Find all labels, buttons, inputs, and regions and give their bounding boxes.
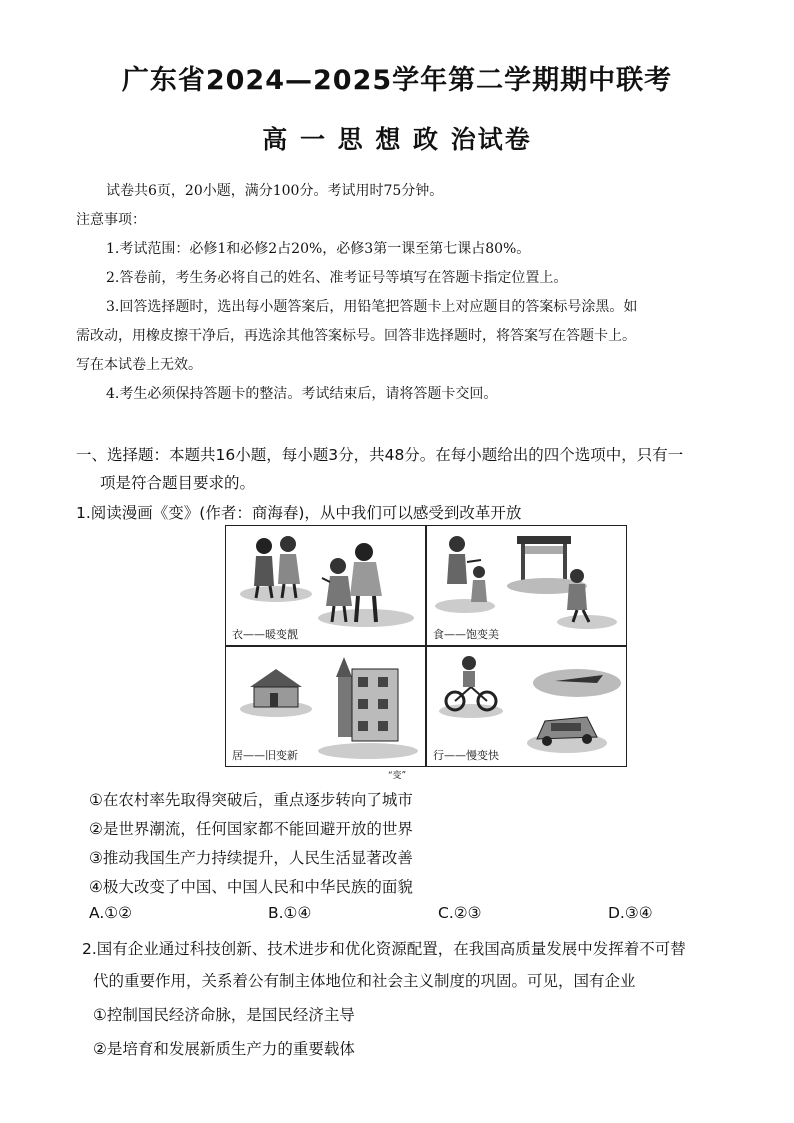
comic-caption-clothing: 衣——暖变靓: [232, 628, 298, 641]
question-2-stem-line-2: 代的重要作用，关系着公有制主体地位和社会主义制度的巩固。可见，国有企业: [93, 972, 636, 990]
notice-heading: 注意事项：: [76, 212, 146, 228]
comic-panel-clothing: [226, 526, 425, 645]
exam-title: 广东省2024—2025学年第二学期期中联考: [121, 65, 673, 96]
q1-option-c: C.②③: [438, 904, 482, 922]
q1-statement-2: ②是世界潮流，任何国家都不能回避开放的世界: [89, 820, 413, 838]
exam-subtitle: 高 一 思 想 政 治试卷: [262, 125, 532, 154]
comic-panel-food: [427, 526, 626, 645]
comic-title: “变”: [387, 771, 407, 781]
q1-statement-3: ③推动我国生产力持续提升，人民生活显著改善: [89, 849, 413, 867]
notice-item-1: 1.考试范围：必修1和必修2占20%，必修3第一课至第七课占80%。: [106, 241, 531, 257]
notice-item-3-line-2: 需改动，用橡皮擦干净后，再选涂其他答案标号。回答非选择题时，将答案写在答题卡上。: [76, 328, 636, 344]
q1-option-d: D.③④: [608, 904, 653, 922]
comic-bian: [225, 525, 627, 767]
section-heading-line-1: 一、选择题：本题共16小题，每小题3分，共48分。在每小题给出的四个选项中，只有一: [76, 446, 684, 464]
comic-caption-food: 食——饱变美: [433, 628, 499, 641]
q1-statement-4: ④极大改变了中国、中国人民和中华民族的面貌: [89, 878, 413, 896]
q1-option-a: A.①②: [89, 904, 133, 922]
notice-item-3-line-3: 写在本试卷上无效。: [76, 357, 202, 373]
question-2-stem-line-1: 2.国有企业通过科技创新、技术进步和优化资源配置，在我国高质量发展中发挥着不可替: [82, 940, 686, 958]
q2-statement-1: ①控制国民经济命脉，是国民经济主导: [93, 1006, 355, 1024]
section-heading-line-2: 项是符合题目要求的。: [100, 474, 256, 492]
comic-caption-housing: 居——旧变新: [232, 749, 298, 762]
comic-caption-transport: 行——慢变快: [433, 749, 499, 762]
notice-item-3-line-1: 3.回答选择题时，选出每小题答案后，用铅笔把答题卡上对应题目的答案标号涂黑。如: [106, 299, 638, 315]
question-1-stem: 1.阅读漫画《变》(作者：商海春)，从中我们可以感受到改革开放: [76, 504, 522, 522]
intro-text: 试卷共6页，20小题，满分100分。考试用时75分钟。: [106, 183, 444, 199]
q2-statement-2: ②是培育和发展新质生产力的重要载体: [93, 1040, 355, 1058]
q1-option-b: B.①④: [268, 904, 312, 922]
q1-statement-1: ①在农村率先取得突破后，重点逐步转向了城市: [89, 791, 413, 809]
comic-panel-housing: [226, 647, 425, 766]
notice-item-2: 2.答卷前，考生务必将自己的姓名、准考证号等填写在答题卡指定位置上。: [106, 270, 568, 286]
notice-item-4: 4.考生必须保持答题卡的整洁。考试结束后，请将答题卡交回。: [106, 386, 498, 402]
comic-panel-transport: [427, 647, 626, 766]
